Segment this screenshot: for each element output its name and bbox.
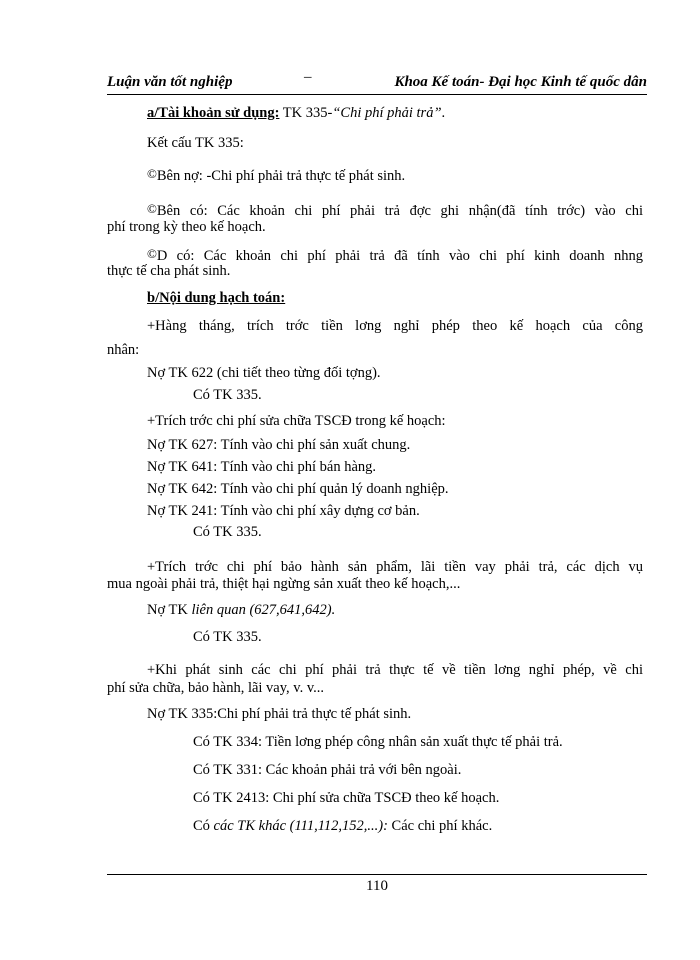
- monthly-accrual-credit: Có TK 335.: [193, 387, 262, 403]
- header-rule: [107, 94, 647, 95]
- credit-side-line-2: phí trong kỳ theo kế hoạch.: [107, 219, 266, 235]
- monthly-accrual-line-1: +Hàng tháng, trích trớc tiền lơng nghỉ phép theo kế hoạch của công: [147, 318, 643, 334]
- actual-cost-credit-line: Có TK 331: Các khoản phải trả với bên ngoài.: [193, 762, 462, 778]
- monthly-accrual-line-2: nhân:: [107, 342, 140, 358]
- credit-side-text: Bên có: Các khoản chi phí phải trả đợc ghi nhận(đã tính trớc) vào chi: [156, 203, 643, 219]
- actual-cost-line-1: +Khi phát sinh các chi phí phải trả thực tế về tiền lơng nghỉ phép, về chi: [147, 662, 643, 678]
- repair-accrual-title: +Trích trớc chi phí sửa chữa TSCĐ trong kế hoạch:: [147, 413, 446, 429]
- account-name: “Chi phí phải trả”: [332, 105, 442, 121]
- other-accounts-list: các TK khác (111,112,152,...):: [213, 818, 388, 834]
- warranty-debit-accounts: liên quan (627,641,642).: [191, 602, 336, 618]
- other-accounts-credit-line: [193, 817, 492, 835]
- other-accounts-end: Các chi phí khác.: [387, 818, 493, 834]
- warranty-debit-line: [147, 601, 335, 619]
- account-end: .: [441, 105, 446, 121]
- actual-cost-credit-line: Có TK 334: Tiền lơng phép công nhân sản xuất thực tế phải trả.: [193, 734, 563, 750]
- repair-debit-line: Nợ TK 241: Tính vào chi phí xây dựng cơ bản.: [147, 503, 420, 519]
- account-text: TK 335-: [279, 105, 333, 121]
- other-accounts-prefix: Có: [193, 818, 214, 834]
- structure-title: Kết cấu TK 335:: [147, 135, 244, 151]
- copyright-symbol: ©: [147, 166, 157, 181]
- credit-side-line-1: [147, 200, 643, 220]
- header-faculty: Khoa Kế toán- Đại học Kinh tế quốc dân: [394, 74, 647, 90]
- debit-side-text: Bên nợ: -Chi phí phải trả thực tế phát sinh.: [156, 168, 406, 184]
- warranty-accrual-line-2: mua ngoài phải trả, thiệt hại ngừng sản xuất theo kế hoạch,...: [107, 576, 461, 592]
- actual-cost-line-2: phí sửa chữa, bảo hành, lãi vay, v. v...: [107, 680, 325, 696]
- balance-text: D có: Các khoản chi phí phải trả đã tính vào chi phí kinh doanh nhng: [156, 248, 643, 264]
- repair-debit-line: Nợ TK 641: Tính vào chi phí bán hàng.: [147, 459, 377, 475]
- section-a-heading: a/Tài khoản sử dụng:: [147, 105, 280, 121]
- header-dash: –: [304, 69, 312, 85]
- copyright-symbol: ©: [147, 246, 157, 261]
- monthly-accrual-debit: Nợ TK 622 (chi tiết theo từng đối tợng).: [147, 365, 381, 381]
- repair-debit-line: Nợ TK 627: Tính vào chi phí sản xuất chung.: [147, 437, 411, 453]
- balance-line-2: thực tế cha phát sinh.: [107, 263, 231, 279]
- header-thesis-title: Luận văn tốt nghiệp: [107, 74, 233, 90]
- page-number: 110: [366, 878, 388, 894]
- warranty-debit-prefix: Nợ TK: [147, 602, 192, 618]
- warranty-accrual-line-1: +Trích trớc chi phí bảo hành sản phẩm, lãi tiền vay phải trả, các dịch vụ: [147, 559, 643, 575]
- debit-side-line: [147, 165, 405, 185]
- section-b-heading: b/Nội dung hạch toán:: [147, 290, 286, 306]
- copyright-symbol: ©: [147, 201, 157, 216]
- footer-rule: [107, 874, 647, 875]
- section-a-title-line: [147, 104, 445, 122]
- warranty-credit: Có TK 335.: [193, 629, 262, 645]
- actual-cost-debit: Nợ TK 335:Chi phí phải trả thực tế phát sinh.: [147, 706, 412, 722]
- repair-credit: Có TK 335.: [193, 524, 262, 540]
- running-header: [107, 69, 647, 96]
- repair-debit-line: Nợ TK 642: Tính vào chi phí quản lý doanh nghiệp.: [147, 481, 449, 497]
- actual-cost-credit-line: Có TK 2413: Chi phí sửa chữa TSCĐ theo kế hoạch.: [193, 790, 500, 806]
